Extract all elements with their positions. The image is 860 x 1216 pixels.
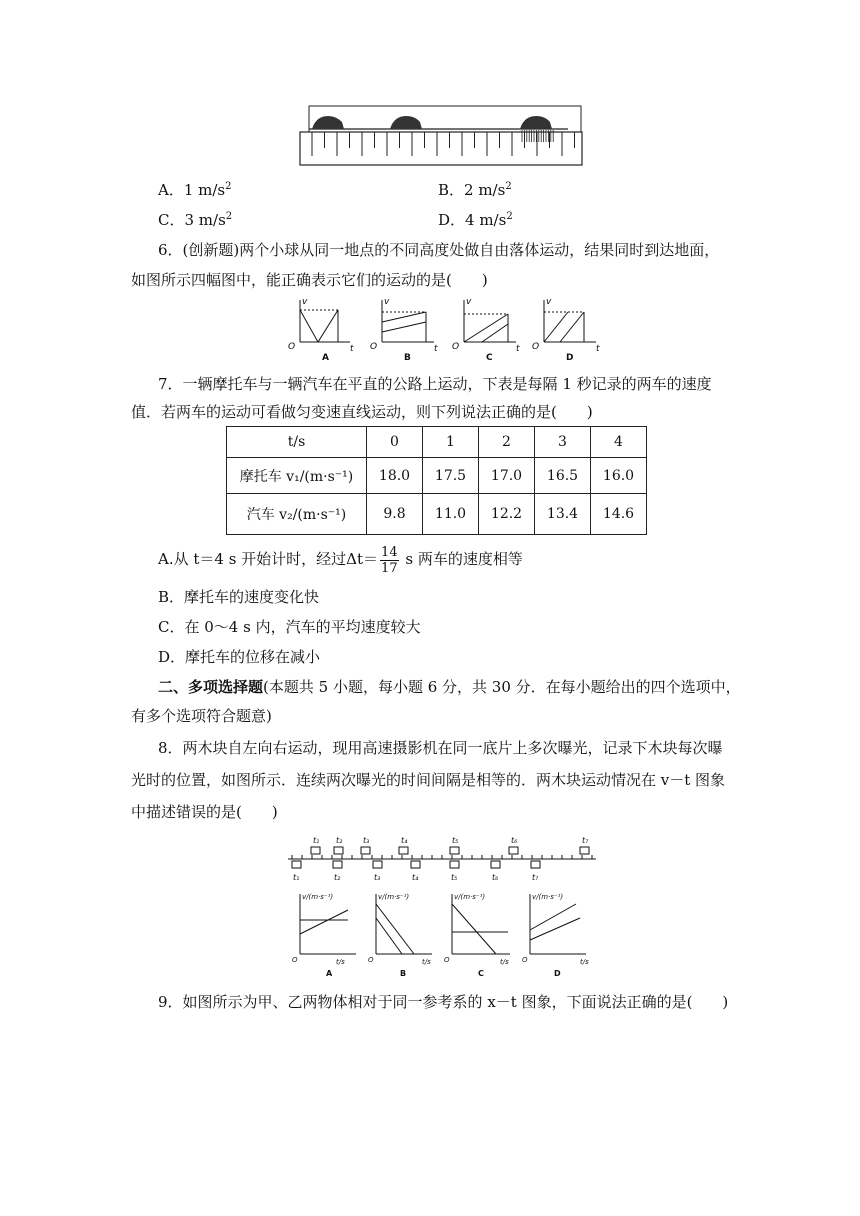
exposure-top-label: t₂ xyxy=(336,836,343,845)
q8-graph-d xyxy=(522,893,589,966)
q8-label-d: D xyxy=(554,969,561,978)
q8-label-c: C xyxy=(478,969,484,978)
svg-text:v/(m·s⁻¹): v/(m·s⁻¹) xyxy=(302,893,334,901)
svg-text:t/s: t/s xyxy=(500,958,509,966)
q7-line1: 7．一辆摩托车与一辆汽车在平直的公路上运动，下表是每隔 1 秒记录的两车的速度 xyxy=(158,375,712,393)
block-bottom xyxy=(333,861,342,868)
block-top xyxy=(311,847,320,854)
svg-text:t: t xyxy=(434,344,438,354)
q6-label-a: A xyxy=(322,353,329,362)
block-bottom xyxy=(411,861,420,868)
q8-graphs xyxy=(290,890,602,978)
q7-line2: 值．若两车的运动可看做匀变速直线运动，则下列说法正确的是( ) xyxy=(131,403,593,421)
q8-line3: 中描述错误的是( ) xyxy=(131,803,278,821)
q6-graphs xyxy=(286,296,606,362)
exposure-top-label: t₆ xyxy=(511,836,518,845)
q7-option-b[interactable]: B．摩托车的速度变化快 xyxy=(158,588,320,606)
q6-graph-b xyxy=(370,297,438,354)
section2-line2: 有多个选项符合题意) xyxy=(131,707,272,725)
svg-text:v: v xyxy=(466,297,472,307)
block-blob-2 xyxy=(390,116,422,129)
svg-text:O: O xyxy=(452,342,460,352)
svg-text:t: t xyxy=(516,344,520,354)
q5-option-c[interactable]: C．3 $m/s^2$ xyxy=(158,211,233,229)
q5-option-d[interactable]: D．4 $m/s^2$ xyxy=(438,211,513,229)
block-bottom xyxy=(491,861,500,868)
section2-title: 二、多项选择题 xyxy=(158,678,264,696)
exposure-bottom-label: t₇ xyxy=(532,873,539,882)
block-blob-3 xyxy=(520,116,552,129)
svg-text:t: t xyxy=(596,344,600,354)
svg-text:t/s: t/s xyxy=(336,958,345,966)
row-label-car: 汽车 v₂/(m·s⁻¹) xyxy=(227,494,367,535)
q8-graph-a xyxy=(292,893,356,964)
svg-text:t: t xyxy=(350,344,354,354)
exposure-bottom-label: t₆ xyxy=(492,873,499,882)
q6-graph-d xyxy=(532,297,600,354)
svg-text:v/(m·s⁻¹): v/(m·s⁻¹) xyxy=(378,893,410,901)
svg-text:O: O xyxy=(444,956,450,964)
svg-text:v/(m·s⁻¹): v/(m·s⁻¹) xyxy=(532,893,564,901)
exposure-bottom-label: t₅ xyxy=(451,873,458,882)
q6-graph-c xyxy=(452,297,520,354)
q5-option-b[interactable]: B．2 $m/s^2$ xyxy=(438,181,512,199)
svg-text:v: v xyxy=(302,297,308,307)
svg-text:O: O xyxy=(368,956,374,964)
row-label-motorcycle: 摩托车 v₁/(m·s⁻¹) xyxy=(227,458,367,494)
svg-text:v/(m·s⁻¹): v/(m·s⁻¹) xyxy=(454,893,486,901)
svg-text:v: v xyxy=(546,297,552,307)
velocity-table xyxy=(226,426,647,535)
table-header-label: t/s xyxy=(227,427,367,458)
exposure-bottom-label: t₃ xyxy=(374,873,381,882)
q8-label-b: B xyxy=(400,969,407,978)
block-bottom xyxy=(292,861,301,868)
q6-label-c: C xyxy=(486,353,493,362)
exposure-top-label: t₄ xyxy=(401,836,408,845)
table-row: 汽车 v₂/(m·s⁻¹) 9.8 11.0 12.2 13.4 14.6 xyxy=(227,494,647,535)
svg-text:t/s: t/s xyxy=(422,958,431,966)
exposure-bottom-label: t₁ xyxy=(293,873,300,882)
q8-label-a: A xyxy=(326,969,333,978)
q7-option-d[interactable]: D．摩托车的位移在减小 xyxy=(158,648,321,666)
exposure-top-label: t₃ xyxy=(363,836,370,845)
q6-label-b: B xyxy=(404,353,411,362)
block-blob-1 xyxy=(312,116,344,129)
exposure-top-label: t₅ xyxy=(452,836,459,845)
svg-text:v: v xyxy=(384,297,390,307)
q5-option-a[interactable]: A．1 $m/s^2$ xyxy=(158,181,232,199)
svg-text:O: O xyxy=(522,956,528,964)
q6-line2: 如图所示四幅图中，能正确表示它们的运动的是( ) xyxy=(131,271,488,289)
q8-graph-b xyxy=(368,893,432,966)
block-top xyxy=(509,847,518,854)
exposure-top-label: t₁ xyxy=(313,836,320,845)
svg-text:O: O xyxy=(292,956,298,964)
q6-line1: 6．(创新题)两个小球从同一地点的不同高度处做自由落体运动，结果同时到达地面， xyxy=(158,241,720,259)
table-row: 摩托车 v₁/(m·s⁻¹) 18.0 17.5 17.0 16.5 16.0 xyxy=(227,458,647,494)
block-top xyxy=(334,847,343,854)
block-bottom xyxy=(373,861,382,868)
exposure-bottom-label: t₄ xyxy=(412,873,419,882)
table-row: t/s 0 1 2 3 4 xyxy=(227,427,647,458)
block-top xyxy=(580,847,589,854)
svg-text:O: O xyxy=(288,342,296,352)
svg-text:t/s: t/s xyxy=(580,958,589,966)
block-bottom xyxy=(531,861,540,868)
q9-line1: 9．如图所示为甲、乙两物体相对于同一参考系的 x－t 图象，下面说法正确的是( ) xyxy=(158,993,729,1011)
block-bottom xyxy=(450,861,459,868)
q8-graph-c xyxy=(444,893,510,966)
svg-text:O: O xyxy=(532,342,540,352)
q8-exposure-figure xyxy=(284,834,602,888)
exposure-top-label: t₇ xyxy=(582,836,589,845)
svg-text:O: O xyxy=(370,342,378,352)
block-top xyxy=(361,847,370,854)
exposure-bottom-label: t₂ xyxy=(334,873,341,882)
q6-label-d: D xyxy=(566,353,574,362)
section2-line1: 二、多项选择题(本题共 5 小题，每小题 6 分，共 30 分．在每小题给出的四个选项中， xyxy=(158,678,741,696)
block-top xyxy=(399,847,408,854)
q7-option-a[interactable]: A.从 t＝4 s 开始计时，经过Δt＝ $\frac{14}{17}$ s 两车的速度相等 xyxy=(158,544,523,576)
q7-option-c[interactable]: C．在 0～4 s 内，汽车的平均速度较大 xyxy=(158,618,421,636)
q6-graph-a xyxy=(288,297,354,354)
ruler-figure xyxy=(298,104,586,168)
q8-line2: 光时的位置，如图所示．连续两次曝光的时间间隔是相等的．两木块运动情况在 v－t 图象 xyxy=(131,771,726,789)
q8-line1: 8．两木块自左向右运动，现用高速摄影机在同一底片上多次曝光，记录下木块每次曝 xyxy=(158,739,723,757)
block-top xyxy=(450,847,459,854)
